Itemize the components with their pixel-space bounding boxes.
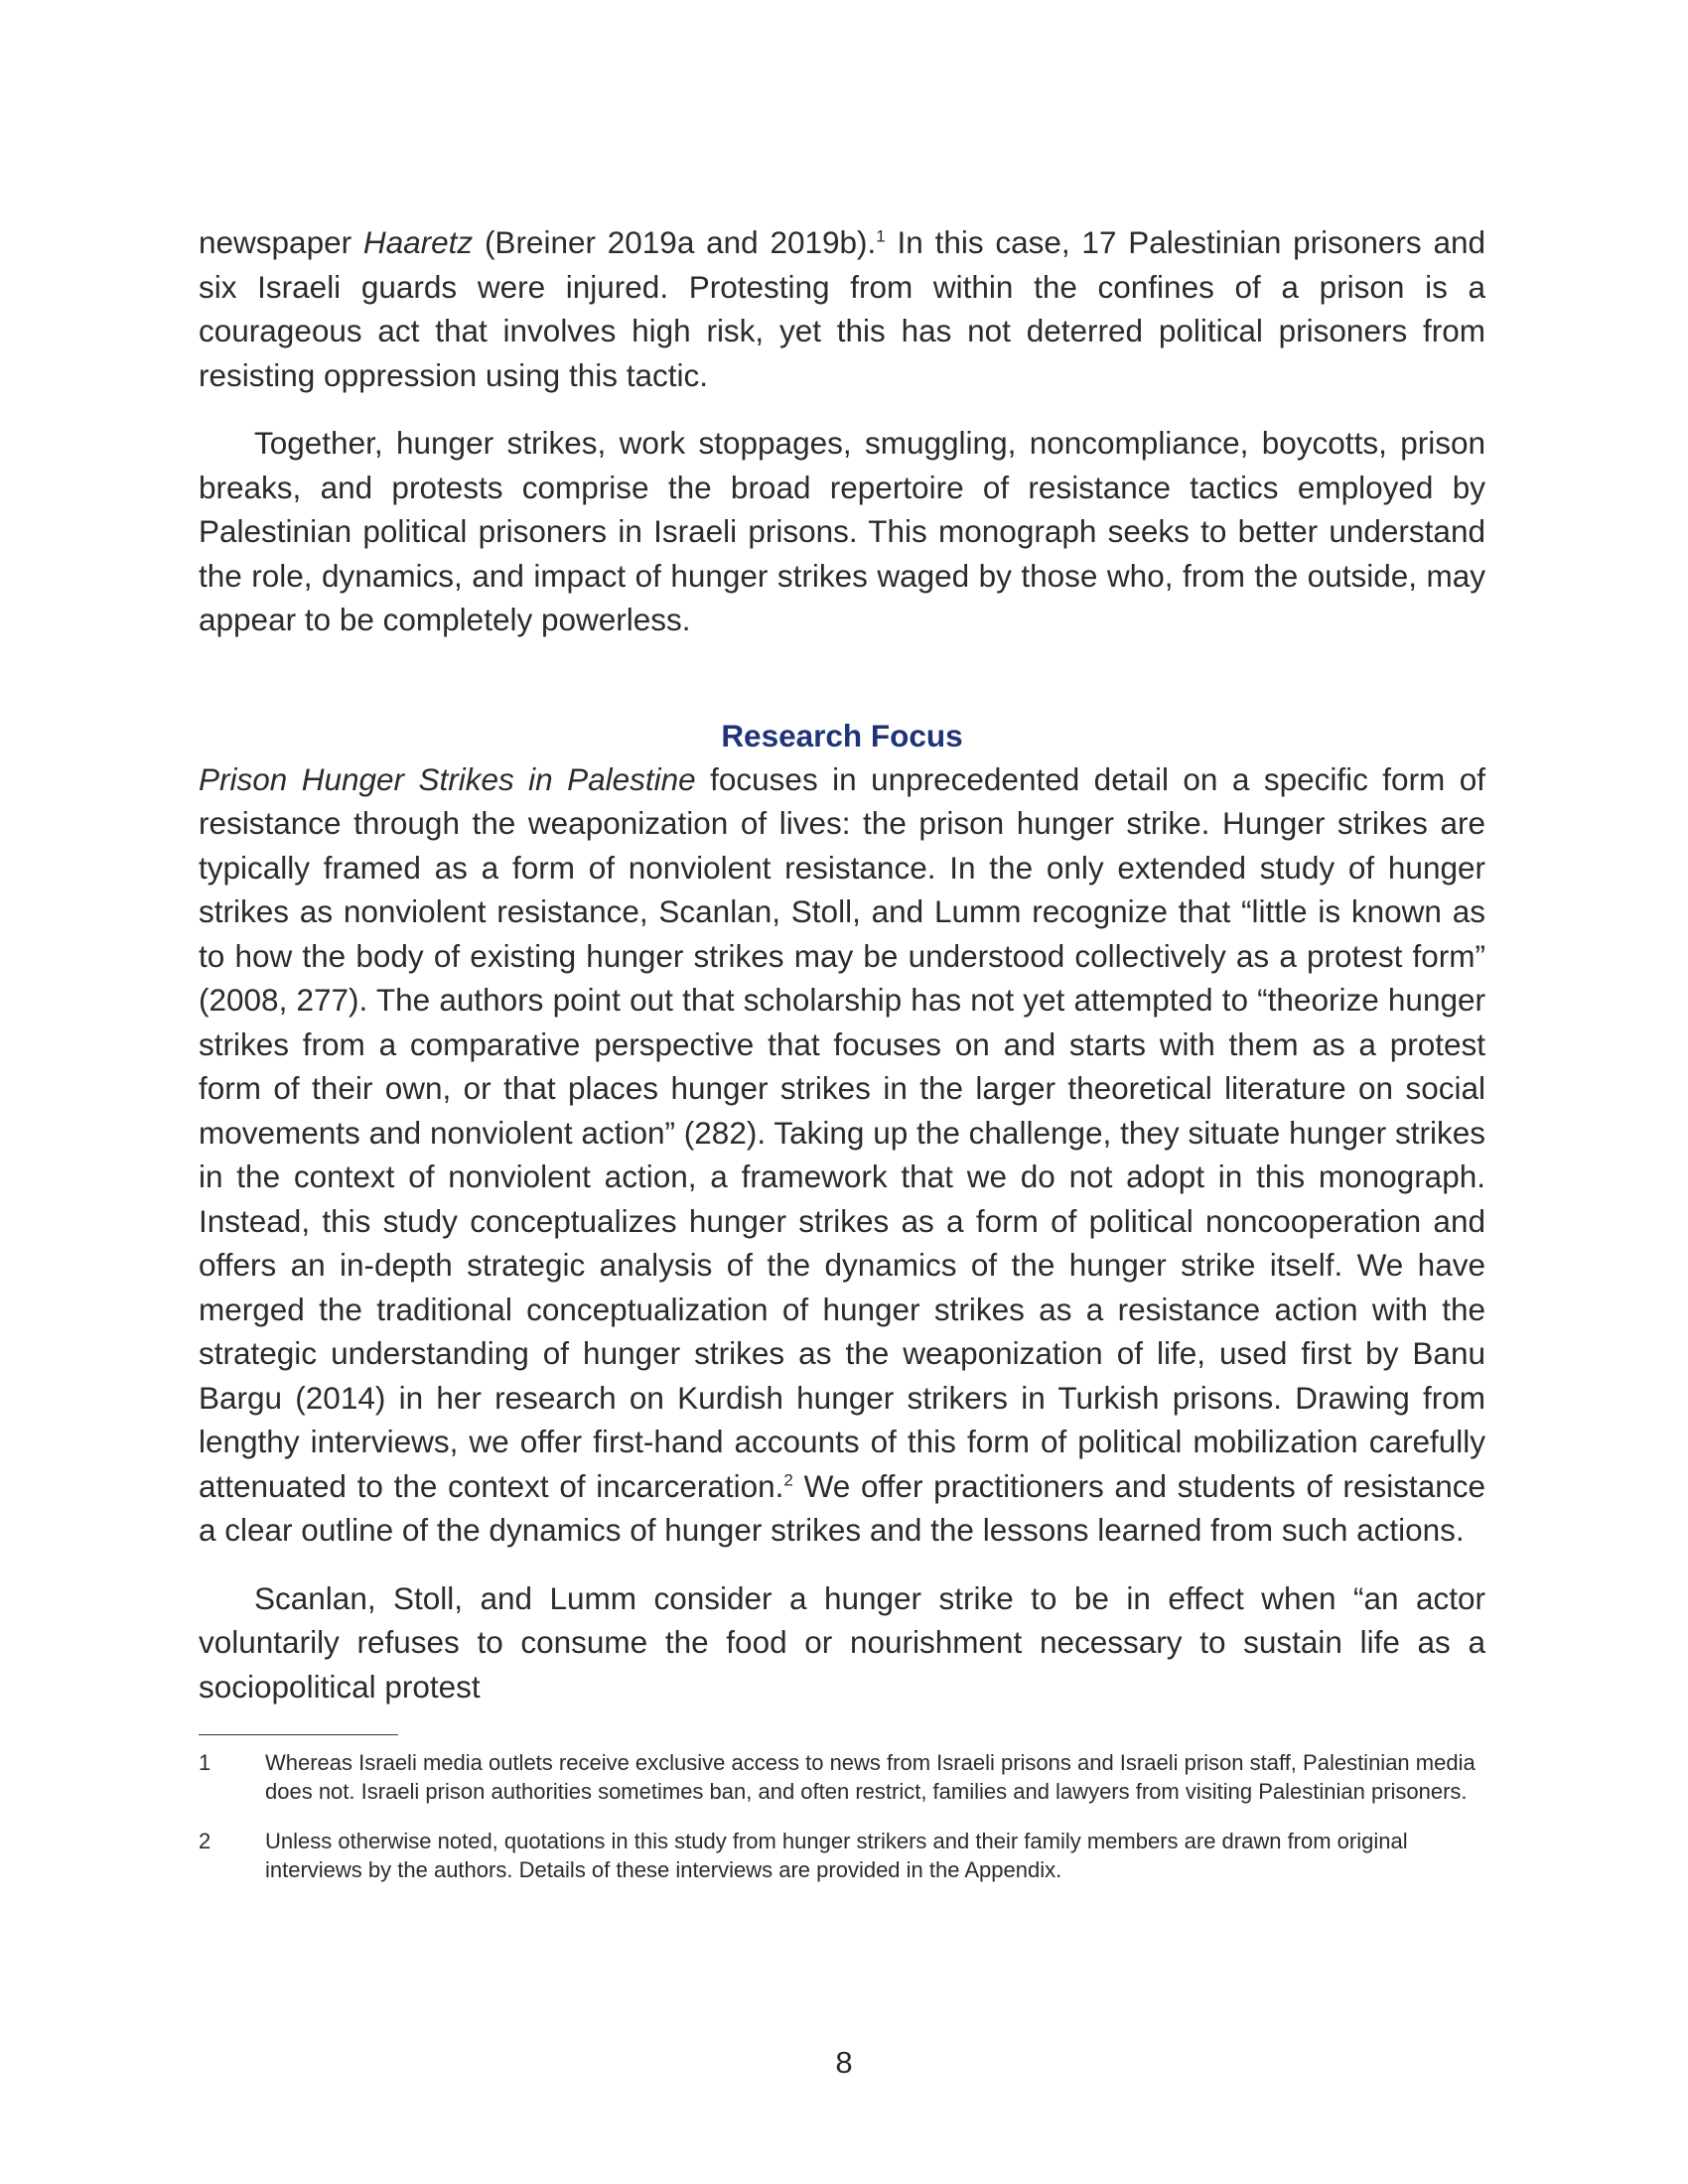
newspaper-title: Haaretz (362, 224, 474, 260)
paragraph-1-text-c: In this case, 17 Palestinian prisoners and six Israeli guards were injured. Protesting from within the confines of a prison is a courageous act that involves high risk, yet this has not deterred political prisoners from resisting oppression using this tactic. (199, 224, 1485, 393)
paragraph-2: Together, hunger strikes, work stoppages, smuggling, noncompliance, boycotts, prison breaks, and protests comprise the broad repertoire of resistance tactics employed by Palestinian political prisoners in Israeli prisons. This monograph seeks to better understand the role, dynamics, and impact of hunger strikes waged by those who, from the outside, may appear to be completely powerless. (199, 425, 1485, 637)
footnote-divider (199, 1734, 398, 1735)
footnote-text: Unless otherwise noted, quotations in this study from hunger strikers and their family members are drawn from original interviews by the authors. Details of these interviews are provided in the Appendix. (265, 1829, 1408, 1882)
paragraph-3 (199, 757, 1485, 1553)
footnote-ref-1[interactable]: 1 (876, 226, 886, 246)
footnote-ref-2[interactable]: 2 (783, 1470, 793, 1489)
paragraph-4: Scanlan, Stoll, and Lumm consider a hunger strike to be in effect when “an actor voluntarily refuses to consume the food or nourishment necessary to sustain life as a sociopolitical protest (199, 1579, 1485, 1705)
paragraph-3-text-c: We offer practitioners and students of resistance a clear outline of the dynamics of hunger strikes and the lessons learned from such actions. (199, 1467, 1485, 1548)
footnote-number: 2 (199, 1829, 211, 1853)
footnote-1 (199, 1749, 1489, 1806)
footnote-text: Whereas Israeli media outlets receive exclusive access to news from Israeli prisons and Israeli prison staff, Palestinian media does not. Israeli prison authorities sometimes ban, and often restrict, families and lawyers from visiting Palestinian prisoners. (265, 1750, 1476, 1804)
footnote-number: 1 (199, 1750, 211, 1775)
footnote-2 (199, 1828, 1489, 1884)
paragraph-1-text-b: (Breiner 2019a and 2019b). (473, 224, 877, 260)
book-title: Prison Hunger Strikes in Palestine (199, 760, 696, 797)
footnotes (199, 1749, 1489, 1884)
page-number: 8 (835, 2045, 853, 2080)
paragraph-3-text-b: focuses in unprecedented detail on a specific form of resistance through the weaponization of lives: the prison hunger strike. Hunger strikes are typically framed as a form of nonviolent resistance. In the only extended study of hunger strikes as nonviolent resistance, Scanlan, Stoll, and Lumm recognize that “little is known as to how the body of existing hunger strikes may be understood collectively as a protest form” (2008, 277). The authors point out that scholarship has not yet attempted to “theorize hunger strikes from a comparative perspective that focuses on and starts with them as a protest form of their own, or that places hunger strikes in the larger theoretical literature on social movements and nonviolent action” (282). Taking up the challenge, they situate hunger strikes in the context of nonviolent action, a framework that we do not adopt in this monograph. Instead, this study conceptualizes hunger strikes as a form of political noncooperation and offers an in-depth strategic analysis of the dynamics of the hunger strike itself. We have merged the traditional conceptualization of hunger strikes as a resistance action with the strategic understanding of hunger strikes as the weaponization of life, used first by Banu Bargu (2014) in her research on Kurdish hunger strikers in Turkish prisons. Drawing from lengthy interviews, we offer first-hand accounts of this form of political mobilization carefully attenuated to the context of incarceration. (199, 760, 1486, 1504)
paragraph-1 (199, 220, 1485, 397)
paragraph-1-text-a: newspaper (199, 224, 363, 260)
main-text (199, 220, 1485, 1708)
section-heading: Research Focus (721, 717, 963, 753)
